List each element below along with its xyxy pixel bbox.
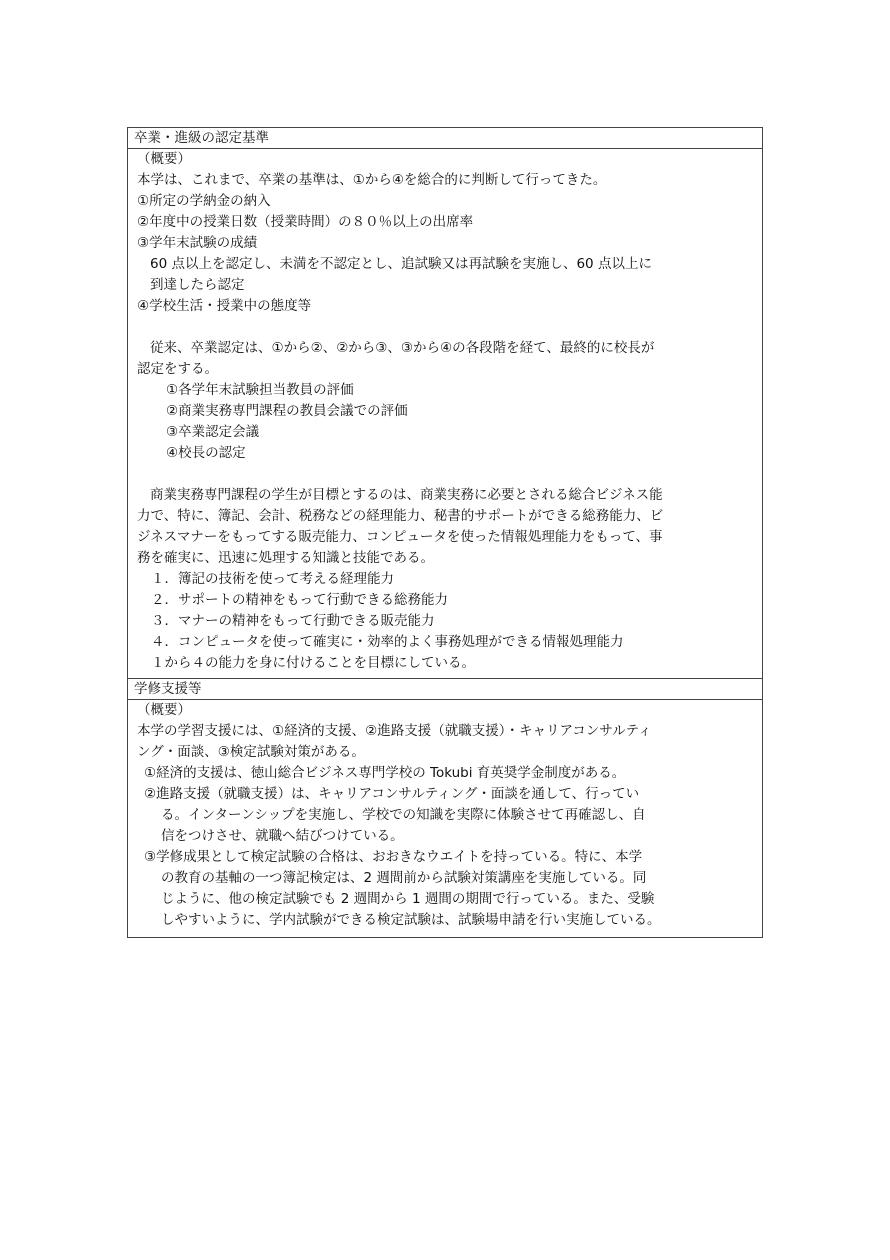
list-item: ④校長の認定 — [166, 445, 246, 461]
text-line: 本学の学習支援には、①経済的支援、②進路支援（就職支援）・キャリアコンサルティ — [137, 723, 652, 739]
section-body-graduation-criteria — [128, 149, 762, 679]
list-item: ①経済的支援は、徳山総合ビジネス専門学校の Tokubi 育英奨学金制度がある。 — [144, 765, 626, 781]
section-title-graduation-criteria: 卒業・進級の認定基準 — [128, 128, 762, 149]
list-item: ①各学年末試験担当教員の評価 — [166, 382, 354, 398]
list-item: ②年度中の授業日数（授業時間）の８０％以上の出席率 — [137, 214, 474, 230]
list-item: １．簿記の技術を使って考える経理能力 — [151, 571, 394, 587]
list-item: ２．サポートの精神をもって行動できる総務能力 — [151, 592, 448, 608]
list-item: ①所定の学納金の納入 — [137, 193, 271, 209]
text-line: ジネスマナーをもってする販売能力、コンピュータを使った情報処理能力をもって、事 — [137, 529, 663, 545]
text-line: る。インターンシップを実施し、学校での知識を実際に体験させて再確認し、自 — [161, 807, 646, 823]
blank-line — [137, 464, 756, 485]
list-item: ③学修成果として検定試験の合格は、おおきなウエイトを持っている。特に、本学 — [144, 849, 643, 865]
text-line: 認定をする。 — [137, 361, 218, 377]
list-item: ③卒業認定会議 — [166, 424, 260, 440]
list-item: ③学年末試験の成績 — [137, 235, 258, 251]
text-line: 商業実務専門課程の学生が目標とするのは、商業実務に必要とされる総合ビジネス能 — [150, 487, 663, 503]
section-title-learning-support: 学修支援等 — [128, 679, 762, 700]
text-line: 従来、卒業認定は、①から②、②から③、③から④の各段階を経て、最終的に校長が — [150, 340, 655, 356]
criteria-table — [127, 127, 763, 938]
text-line: の教育の基軸の一つ簿記検定は、2 週間前から試験対策講座を実施している。同 — [161, 870, 647, 886]
text-line: 到達したら認定 — [150, 277, 245, 293]
text-line: １から４の能力を身に付けることを目標にしている。 — [151, 655, 475, 671]
list-item: ②商業実務専門課程の教員会議での評価 — [166, 403, 408, 419]
text-line: 務を確実に、迅速に処理する知識と技能である。 — [137, 550, 434, 566]
list-item: ３．マナーの精神をもって行動できる販売能力 — [151, 613, 435, 629]
text-line: ング・面談、③検定試験対策がある。 — [137, 744, 365, 760]
list-item: ４．コンピュータを使って確実に・効率的よく事務処理ができる情報処理能力 — [151, 634, 624, 650]
overview-label: （概要） — [137, 702, 191, 718]
text-line: 本学は、これまで、卒業の基準は、①から④を総合的に判断して行ってきた。 — [137, 172, 607, 188]
text-line: じように、他の検定試験でも 2 週間から 1 週間の期間で行っている。また、受験 — [161, 891, 655, 907]
text-line: 信をつけさせ、就職へ結びつけている。 — [161, 828, 404, 844]
text-line: 60 点以上を認定し、未満を不認定とし、追試験又は再試験を実施し、60 点以上に — [150, 256, 652, 272]
text-line: しやすいように、学内試験ができる検定試験は、試験場申請を行い実施している。 — [161, 912, 661, 928]
overview-label: （概要） — [137, 151, 191, 167]
blank-line — [137, 317, 756, 338]
section-body-learning-support — [128, 700, 762, 937]
list-item: ②進路支援（就職支援）は、キャリアコンサルティング・面談を通して、行ってい — [144, 786, 640, 802]
text-line: 力で、特に、簿記、会計、税務などの経理能力、秘書的サポートができる総務能力、ビ — [137, 508, 664, 524]
list-item: ④学校生活・授業中の態度等 — [137, 298, 312, 314]
